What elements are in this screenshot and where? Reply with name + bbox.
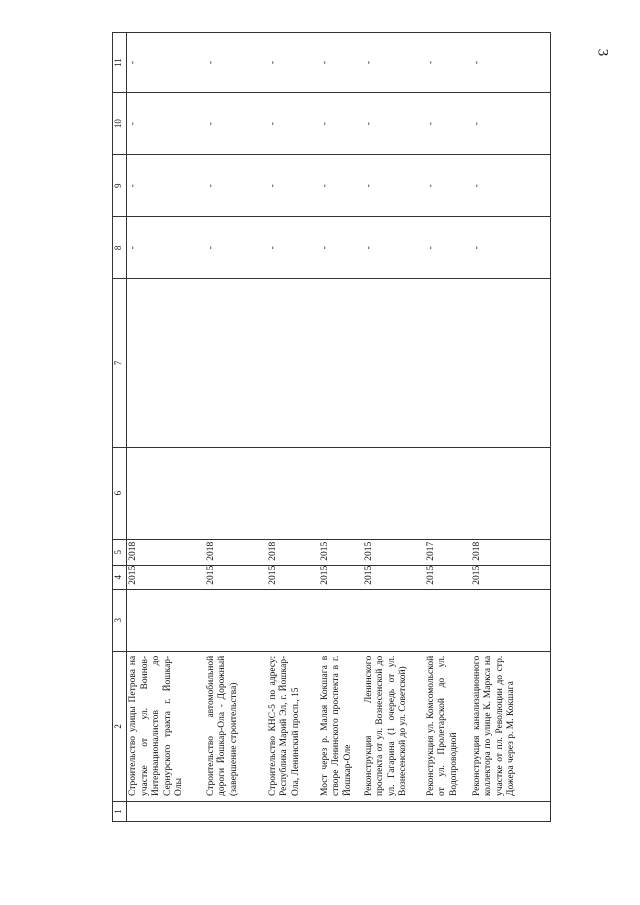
- start-year-cell: 2015: [267, 565, 319, 589]
- col10-cell: -: [471, 93, 551, 155]
- col8-cell: -: [471, 217, 551, 279]
- rotated-table-wrapper: [112, 32, 602, 822]
- col3-cell: [425, 589, 471, 651]
- start-year-cell: 2015: [363, 565, 425, 589]
- end-year-cell: 2015: [319, 539, 363, 565]
- start-year-cell: 2015: [471, 565, 551, 589]
- row-number-cell: [205, 801, 267, 821]
- page-number: 3: [594, 48, 611, 57]
- col6-cell: [319, 447, 363, 539]
- col10-cell: -: [205, 93, 267, 155]
- header-row: [113, 33, 127, 822]
- col11-cell: -: [319, 33, 363, 93]
- col10-cell: -: [127, 93, 205, 155]
- col9-cell: -: [127, 155, 205, 217]
- header-cell: 7: [113, 279, 127, 447]
- col11-cell: -: [363, 33, 425, 93]
- table-row: [471, 33, 551, 822]
- col8-cell: -: [425, 217, 471, 279]
- end-year-cell: 2018: [205, 539, 267, 565]
- header-cell: 4: [113, 565, 127, 589]
- col3-cell: [471, 589, 551, 651]
- start-year-cell: 2015: [425, 565, 471, 589]
- header-cell: 8: [113, 217, 127, 279]
- table-row: [319, 33, 363, 822]
- header-cell: 9: [113, 155, 127, 217]
- object-name-cell: Мост через р. Малая Кокшага в створе Ленинского проспекта в г. Йошкар-Оле: [319, 651, 363, 801]
- row-number-cell: [425, 801, 471, 821]
- col3-cell: [319, 589, 363, 651]
- object-name-cell: Реконструкция ул. Комсомольской от ул. Пролетарской до ул. Водопроводной: [425, 651, 471, 801]
- end-year-cell: 2018: [471, 539, 551, 565]
- col9-cell: -: [471, 155, 551, 217]
- start-year-cell: 2015: [319, 565, 363, 589]
- col11-cell: -: [205, 33, 267, 93]
- col7-cell: [363, 279, 425, 447]
- col7-cell: [319, 279, 363, 447]
- row-number-cell: [363, 801, 425, 821]
- table-row: [267, 33, 319, 822]
- start-year-cell: 2015: [127, 565, 205, 589]
- table-row: [205, 33, 267, 822]
- col7-cell: [471, 279, 551, 447]
- col3-cell: [363, 589, 425, 651]
- col6-cell: [425, 447, 471, 539]
- col7-cell: [205, 279, 267, 447]
- start-year-cell: 2015: [205, 565, 267, 589]
- object-name-cell: Строительство улицы Петрова на участке от ул. Воинов-Интернационалистов до Сернурского тракта г. Йошкар-Олы: [127, 651, 205, 801]
- col10-cell: -: [363, 93, 425, 155]
- end-year-cell: 2018: [267, 539, 319, 565]
- col6-cell: [127, 447, 205, 539]
- col9-cell: -: [205, 155, 267, 217]
- col9-cell: -: [425, 155, 471, 217]
- object-name-cell: Реконструкция Ленинского проспекта от ул. Вознесенской до ул. Гагарина (1 очередь от ул. Вознесенской до ул. Советской): [363, 651, 425, 801]
- table-row: [127, 33, 205, 822]
- row-number-cell: [127, 801, 205, 821]
- header-cell: 10: [113, 93, 127, 155]
- end-year-cell: 2018: [127, 539, 205, 565]
- col8-cell: -: [363, 217, 425, 279]
- header-cell: 3: [113, 589, 127, 651]
- projects-table: [112, 32, 551, 822]
- col7-cell: [127, 279, 205, 447]
- col11-cell: -: [471, 33, 551, 93]
- col8-cell: -: [127, 217, 205, 279]
- col6-cell: [205, 447, 267, 539]
- col7-cell: [267, 279, 319, 447]
- row-number-cell: [471, 801, 551, 821]
- object-name-cell: Строительство автомобильной дороги Йошкар-Ола - Дорожный (завершение строительства): [205, 651, 267, 801]
- col7-cell: [425, 279, 471, 447]
- col9-cell: -: [267, 155, 319, 217]
- col3-cell: [127, 589, 205, 651]
- col9-cell: -: [319, 155, 363, 217]
- col3-cell: [205, 589, 267, 651]
- object-name-cell: Строительство КНС-5 по адресу: Республика Марий Эл, г. Йошкар-Ола, Ленинский просп., 15: [267, 651, 319, 801]
- col8-cell: -: [319, 217, 363, 279]
- col3-cell: [267, 589, 319, 651]
- col11-cell: -: [267, 33, 319, 93]
- end-year-cell: 2015: [363, 539, 425, 565]
- row-number-cell: [267, 801, 319, 821]
- header-cell: 11: [113, 33, 127, 93]
- header-cell: 5: [113, 539, 127, 565]
- end-year-cell: 2017: [425, 539, 471, 565]
- col9-cell: -: [363, 155, 425, 217]
- col6-cell: [267, 447, 319, 539]
- header-cell: 6: [113, 447, 127, 539]
- col6-cell: [471, 447, 551, 539]
- header-cell: 1: [113, 801, 127, 821]
- col10-cell: -: [267, 93, 319, 155]
- col11-cell: -: [425, 33, 471, 93]
- table-row: [363, 33, 425, 822]
- col8-cell: -: [267, 217, 319, 279]
- col8-cell: -: [205, 217, 267, 279]
- table-row: [425, 33, 471, 822]
- col11-cell: -: [127, 33, 205, 93]
- row-number-cell: [319, 801, 363, 821]
- object-name-cell: Реконструкция канализационного коллектора по улице К. Маркса на участке от пл. Революции до стр. Дожера через р. М. Кокшага: [471, 651, 551, 801]
- header-cell: 2: [113, 651, 127, 801]
- col10-cell: -: [425, 93, 471, 155]
- col6-cell: [363, 447, 425, 539]
- col10-cell: -: [319, 93, 363, 155]
